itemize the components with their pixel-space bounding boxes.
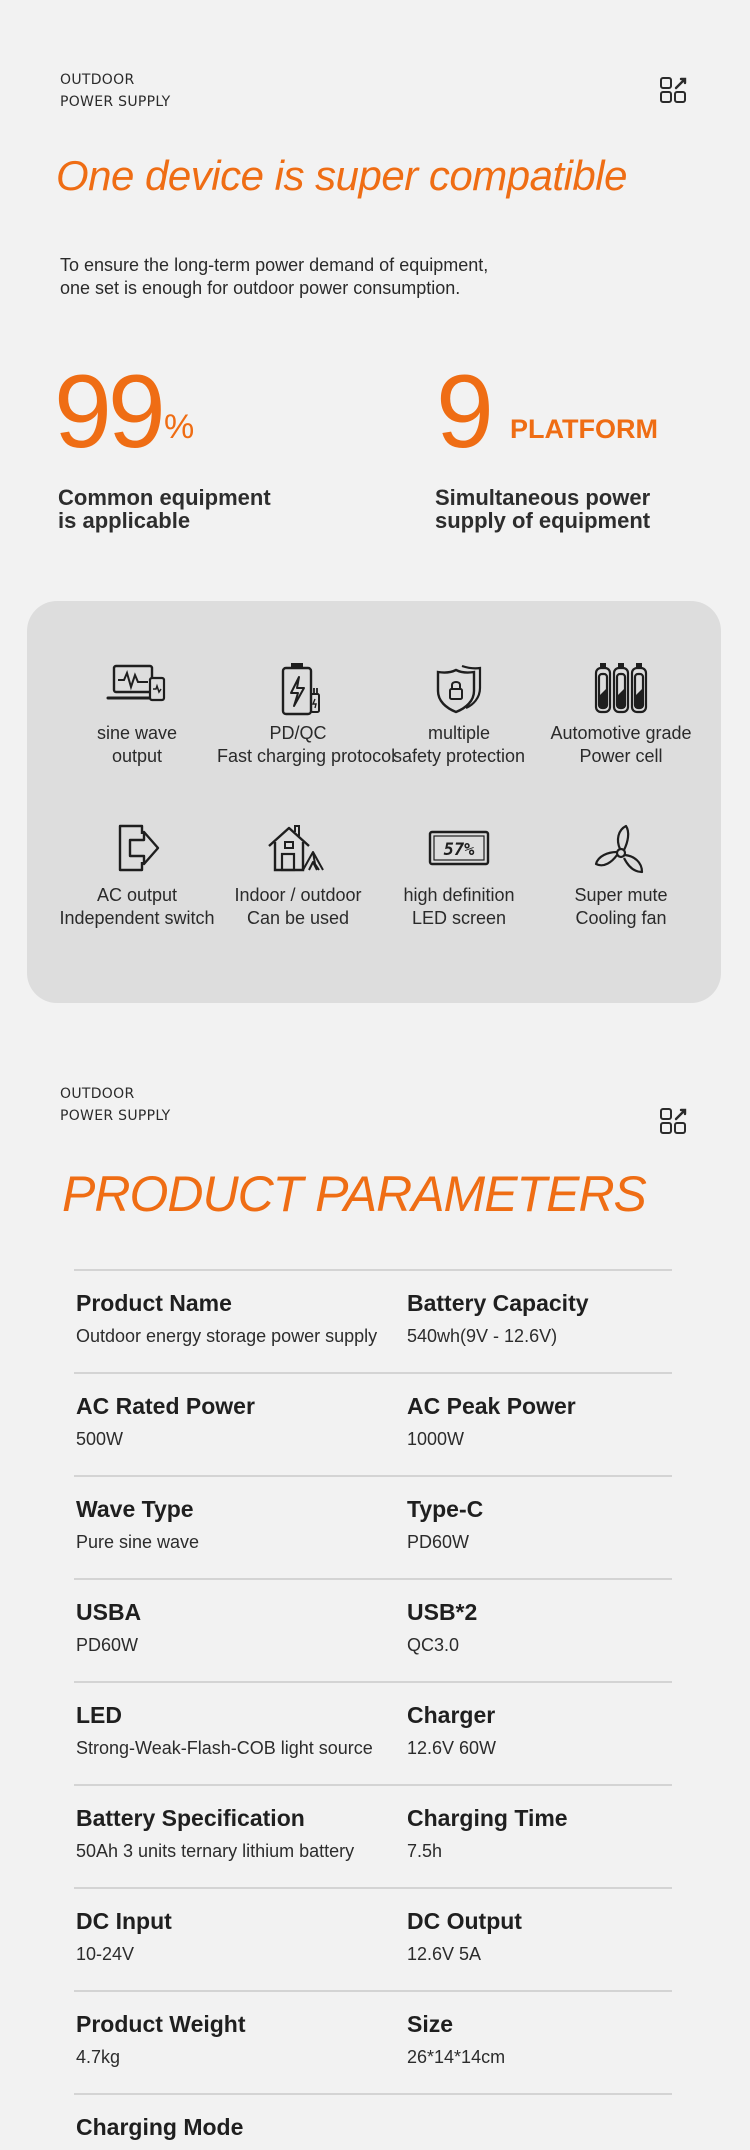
param-value: Outdoor energy storage power supply	[76, 1326, 378, 1346]
param-row	[74, 1681, 672, 1784]
param-name: Size	[407, 2011, 454, 2037]
feature-label-line2: Independent switch	[59, 908, 215, 928]
feature-label-line2: output	[111, 746, 163, 766]
param-value: PD60W	[407, 1532, 470, 1552]
battery-charging-icon	[267, 660, 329, 718]
param-row	[74, 1887, 672, 1990]
param-name: Charging Mode	[76, 2114, 244, 2140]
param-value: QC3.0	[407, 1635, 460, 1655]
feature-label-line2: LED screen	[411, 908, 507, 928]
param-value: 50Ah 3 units ternary lithium battery	[76, 1841, 355, 1861]
laptop-waveform-icon	[106, 660, 168, 710]
param-cell-left	[76, 1907, 172, 1965]
feature-label-line1: sine wave	[96, 723, 178, 743]
param-value: 4.7kg	[76, 2047, 121, 2067]
feature-label-line1: PD/QC	[269, 723, 327, 743]
param-cell-right	[407, 1804, 568, 1862]
feature-label-line2: Can be used	[246, 908, 350, 928]
led-display-readout: 57%	[443, 840, 475, 860]
param-value: 500W	[76, 1429, 124, 1449]
param-name: USB*2	[407, 1599, 478, 1625]
brand-label-2	[60, 1083, 170, 1127]
feature-label-line1: Indoor / outdoor	[234, 885, 362, 905]
param-name: AC Peak Power	[407, 1393, 576, 1419]
stat-percent-unit: %	[164, 408, 195, 446]
param-name: Product Weight	[76, 2011, 246, 2037]
param-value: 26*14*14cm	[407, 2047, 506, 2067]
param-value: Pure sine wave	[76, 1532, 200, 1552]
param-value: 10-24V	[76, 1944, 135, 1964]
battery-cells-icon	[590, 660, 652, 716]
param-cell-left	[76, 2113, 243, 2149]
param-value: 12.6V 60W	[407, 1738, 497, 1758]
section-title: One device is super compatible	[56, 152, 627, 199]
feature-label-line1: multiple	[427, 723, 491, 743]
param-value: Strong-Weak-Flash-COB light source	[76, 1738, 373, 1758]
param-cell-left	[76, 1495, 199, 1553]
apps-grid-icon	[659, 76, 687, 104]
param-name: LED	[76, 1702, 122, 1728]
stat-percent-value: 99	[54, 354, 162, 470]
param-value: PD60W	[76, 1635, 139, 1655]
param-row	[74, 1990, 672, 2093]
feature-label-line2: safety protection	[392, 746, 526, 766]
exit-arrow-icon	[106, 820, 168, 876]
param-cell-right	[407, 1495, 483, 1553]
param-cell-left	[76, 1598, 141, 1656]
stat-platform-unit: PLATFORM	[510, 414, 658, 444]
param-cell-right	[407, 1289, 589, 1347]
fan-icon	[590, 820, 652, 882]
house-tent-icon	[265, 820, 331, 876]
intro-line-2: one set is enough for outdoor power consumption.	[60, 278, 461, 298]
intro-text	[60, 254, 580, 300]
feature-label-line1: Automotive grade	[550, 723, 692, 743]
stat-platform-value: 9	[436, 354, 490, 470]
feature-power-cell	[540, 660, 702, 768]
param-cell-left	[76, 1701, 373, 1759]
led-display-icon	[426, 820, 492, 876]
param-value: 540wh(9V - 12.6V)	[407, 1326, 558, 1346]
brand-line-2: POWER SUPPLY	[60, 1108, 171, 1124]
brand-line-1: OUTDOOR	[60, 1086, 135, 1102]
param-cell-left	[76, 1289, 377, 1347]
param-name: Product Name	[76, 1290, 232, 1316]
param-row	[74, 1372, 672, 1475]
params-table	[74, 1269, 672, 2150]
param-row	[74, 1269, 672, 1372]
brand-line-1: OUTDOOR	[60, 72, 135, 88]
feature-label-line2: Cooling fan	[575, 908, 667, 928]
intro-line-1: To ensure the long-term power demand of equipment,	[60, 255, 489, 275]
feature-label-line1: AC output	[96, 885, 178, 905]
param-cell-right	[407, 1598, 477, 1656]
brand-label	[60, 69, 170, 113]
shield-lock-icon	[428, 660, 490, 716]
param-name: Battery Capacity	[407, 1290, 589, 1316]
param-row	[74, 2093, 672, 2150]
param-cell-left	[76, 1804, 354, 1862]
feature-indoor-outdoor	[217, 820, 379, 930]
feature-ac-output	[56, 820, 218, 930]
stat-caption-1: Common equipment is applicable	[58, 485, 271, 533]
param-row	[74, 1578, 672, 1681]
feature-safety	[378, 660, 540, 768]
param-name: Battery Specification	[76, 1805, 305, 1831]
stat-caption-2: Simultaneous power supply of equipment	[435, 485, 651, 533]
param-name: DC Input	[76, 1908, 172, 1934]
feature-label-line2: Fast charging protocol	[217, 746, 396, 766]
param-cell-right	[407, 1701, 496, 1759]
feature-led-screen	[378, 820, 540, 930]
param-name: Charging Time	[407, 1805, 568, 1831]
param-row	[74, 1475, 672, 1578]
params-title: PRODUCT PARAMETERS	[62, 1166, 646, 1222]
param-value: 1000W	[407, 1429, 465, 1449]
param-cell-left	[76, 1392, 255, 1450]
param-value: 12.6V 5A	[407, 1944, 482, 1964]
feature-cooling-fan	[540, 820, 702, 930]
feature-label-line2: Power cell	[579, 746, 663, 766]
apps-grid-icon	[659, 1107, 687, 1135]
param-name: Type-C	[407, 1496, 484, 1522]
param-cell-left	[76, 2010, 246, 2068]
param-cell-right	[407, 1392, 576, 1450]
feature-label-line1: high definition	[403, 885, 515, 905]
param-name: Charger	[407, 1702, 496, 1728]
param-row	[74, 1784, 672, 1887]
feature-label-line1: Super mute	[574, 885, 668, 905]
param-name: DC Output	[407, 1908, 522, 1934]
param-name: Wave Type	[76, 1496, 194, 1522]
param-value: 7.5h	[407, 1841, 443, 1861]
param-name: USBA	[76, 1599, 142, 1625]
brand-line-2: POWER SUPPLY	[60, 94, 171, 110]
param-name: AC Rated Power	[76, 1393, 255, 1419]
feature-sine-wave	[56, 660, 218, 768]
param-cell-right	[407, 2010, 505, 2068]
param-cell-right	[407, 1907, 522, 1965]
feature-fast-charging	[217, 660, 396, 768]
